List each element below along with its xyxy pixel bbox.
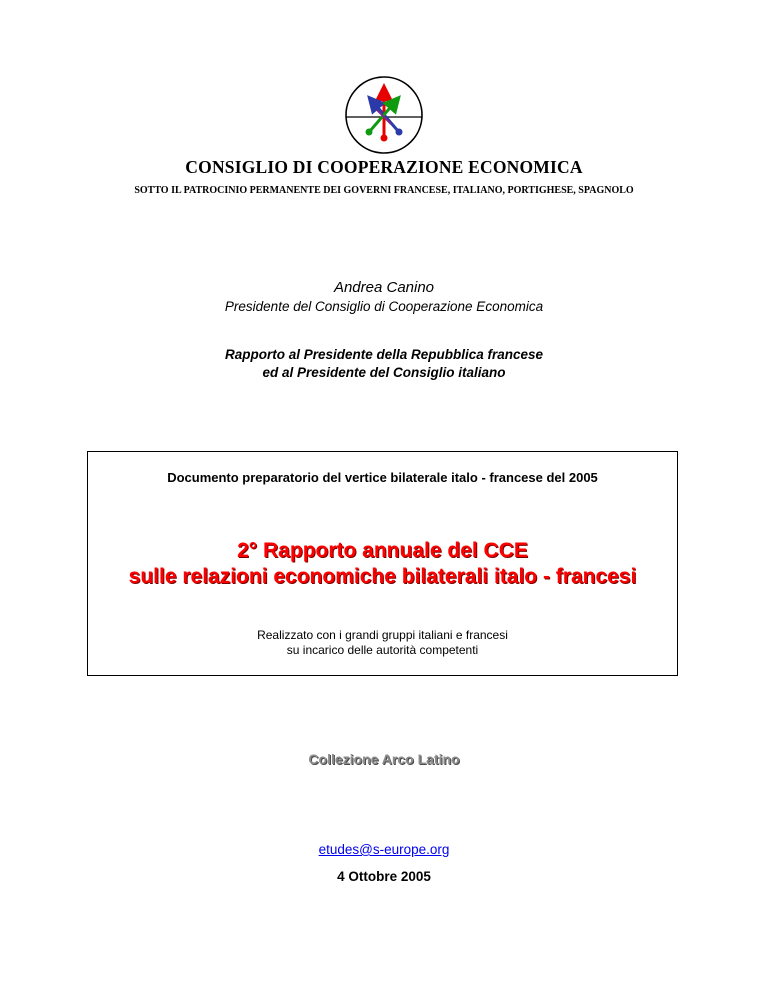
report-recipient-line-2: ed al Presidente del Consiglio italiano bbox=[262, 365, 506, 380]
report-title-line-1: 2° Rapporto annuale del CCE bbox=[237, 539, 528, 562]
cce-compass-logo-icon bbox=[343, 74, 425, 156]
email-wrapper bbox=[0, 841, 768, 859]
realized-with-line-1: Realizzato con i grandi gruppi italiani e francesi bbox=[257, 628, 508, 642]
organization-title: CONSIGLIO DI COOPERAZIONE ECONOMICA bbox=[185, 157, 583, 177]
author-role: Presidente del Consiglio di Cooperazione Economica bbox=[224, 299, 544, 314]
organization-subtitle: SOTTO IL PATROCINIO PERMANENTE DEI GOVERNI FRANCESE, ITALIANO, PORTIGHESE, SPAGNOLO bbox=[134, 185, 634, 196]
realized-with-line-2: su incarico delle autorità competenti bbox=[286, 643, 479, 657]
author-name: Andrea Canino bbox=[333, 279, 435, 296]
preparatory-document-note: Documento preparatorio del vertice bilaterale italo - francese del 2005 bbox=[167, 470, 598, 485]
report-recipient-line-1: Rapporto al Presidente della Repubblica francese bbox=[224, 347, 544, 362]
report-title-line-2: sulle relazioni economiche bilaterali italo - francesi bbox=[128, 565, 637, 588]
collection-name: Collezione Arco Latino bbox=[308, 751, 460, 767]
publication-date: 4 Ottobre 2005 bbox=[337, 869, 431, 884]
report-title-box bbox=[87, 451, 678, 676]
email-link[interactable]: etudes@s-europe.org bbox=[318, 842, 450, 857]
